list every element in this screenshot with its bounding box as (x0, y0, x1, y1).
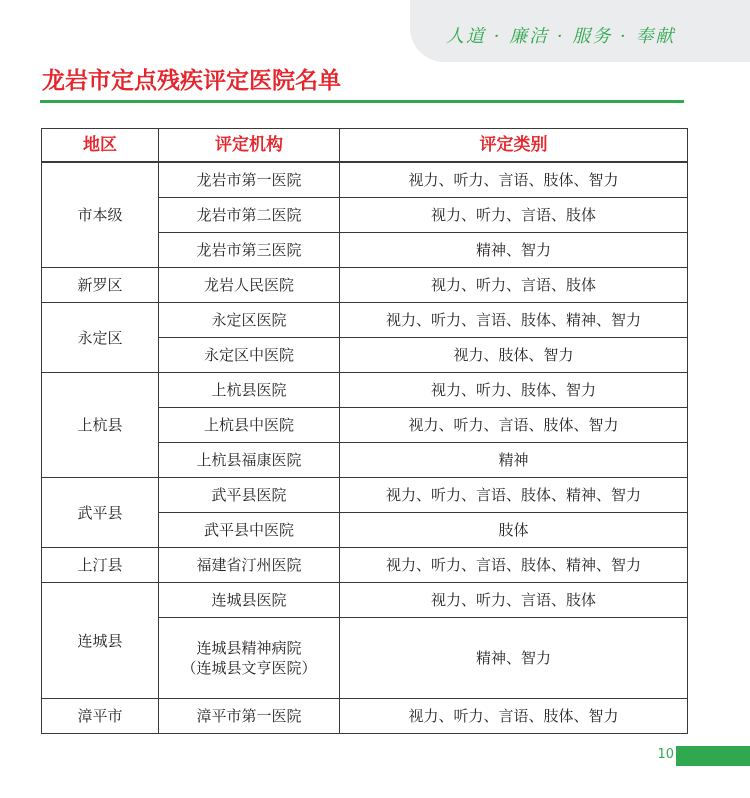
region-cell: 漳平市 (42, 699, 159, 734)
table-row (42, 303, 688, 338)
column-header-region: 地区 (42, 129, 159, 163)
table-row (42, 583, 688, 618)
category-cell: 视力、听力、言语、肢体 (340, 268, 688, 303)
institution-cell: 连城县医院 (159, 583, 340, 618)
table-row (42, 478, 688, 513)
category-cell: 视力、肢体、智力 (340, 338, 688, 373)
region-cell: 永定区 (42, 303, 159, 373)
institution-cell: 永定区中医院 (159, 338, 340, 373)
category-cell: 精神 (340, 443, 688, 478)
region-cell: 连城县 (42, 583, 159, 699)
category-cell: 精神、智力 (340, 618, 688, 699)
column-header-category: 评定类别 (340, 129, 688, 163)
institution-cell: 龙岩市第二医院 (159, 198, 340, 233)
institution-cell: 上杭县医院 (159, 373, 340, 408)
category-cell: 肢体 (340, 513, 688, 548)
table-row (42, 162, 688, 198)
category-cell: 视力、听力、言语、肢体、智力 (340, 699, 688, 734)
category-cell: 视力、听力、言语、肢体、精神、智力 (340, 478, 688, 513)
institution-cell (159, 618, 340, 699)
institution-cell: 龙岩市第三医院 (159, 233, 340, 268)
region-cell: 上汀县 (42, 548, 159, 583)
category-cell: 精神、智力 (340, 233, 688, 268)
region-cell: 新罗区 (42, 268, 159, 303)
institution-cell: 漳平市第一医院 (159, 699, 340, 734)
table-row (42, 548, 688, 583)
table-row (42, 373, 688, 408)
page-number-bar (676, 746, 750, 766)
institution-cell: 武平县医院 (159, 478, 340, 513)
institution-cell: 上杭县中医院 (159, 408, 340, 443)
category-cell: 视力、听力、言语、肢体 (340, 583, 688, 618)
category-cell: 视力、听力、言语、肢体、智力 (340, 162, 688, 198)
hospital-table (41, 128, 688, 734)
category-cell: 视力、听力、言语、肢体 (340, 198, 688, 233)
table-row (42, 699, 688, 734)
column-header-institution: 评定机构 (159, 129, 340, 163)
page-number: 10 (657, 747, 674, 762)
page-title: 龙岩市定点残疾评定医院名单 (42, 68, 341, 94)
table-header-row (42, 129, 688, 163)
region-cell: 武平县 (42, 478, 159, 548)
slogan-text: 人道 · 廉洁 · 服务 · 奉献 (446, 26, 676, 47)
region-cell: 上杭县 (42, 373, 159, 478)
institution-cell: 福建省汀州医院 (159, 548, 340, 583)
institution-cell: 上杭县福康医院 (159, 443, 340, 478)
institution-name: 连城县精神病院 (196, 639, 302, 657)
region-cell: 市本级 (42, 162, 159, 268)
category-cell: 视力、听力、言语、肢体、精神、智力 (340, 303, 688, 338)
institution-cell: 龙岩人民医院 (159, 268, 340, 303)
institution-cell: 永定区医院 (159, 303, 340, 338)
table-row (42, 268, 688, 303)
category-cell: 视力、听力、言语、肢体、精神、智力 (340, 548, 688, 583)
category-cell: 视力、听力、肢体、智力 (340, 373, 688, 408)
institution-cell: 武平县中医院 (159, 513, 340, 548)
category-cell: 视力、听力、言语、肢体、智力 (340, 408, 688, 443)
title-divider (40, 100, 684, 103)
institution-alias: （连城县文亨医院） (181, 659, 317, 677)
institution-cell: 龙岩市第一医院 (159, 162, 340, 198)
